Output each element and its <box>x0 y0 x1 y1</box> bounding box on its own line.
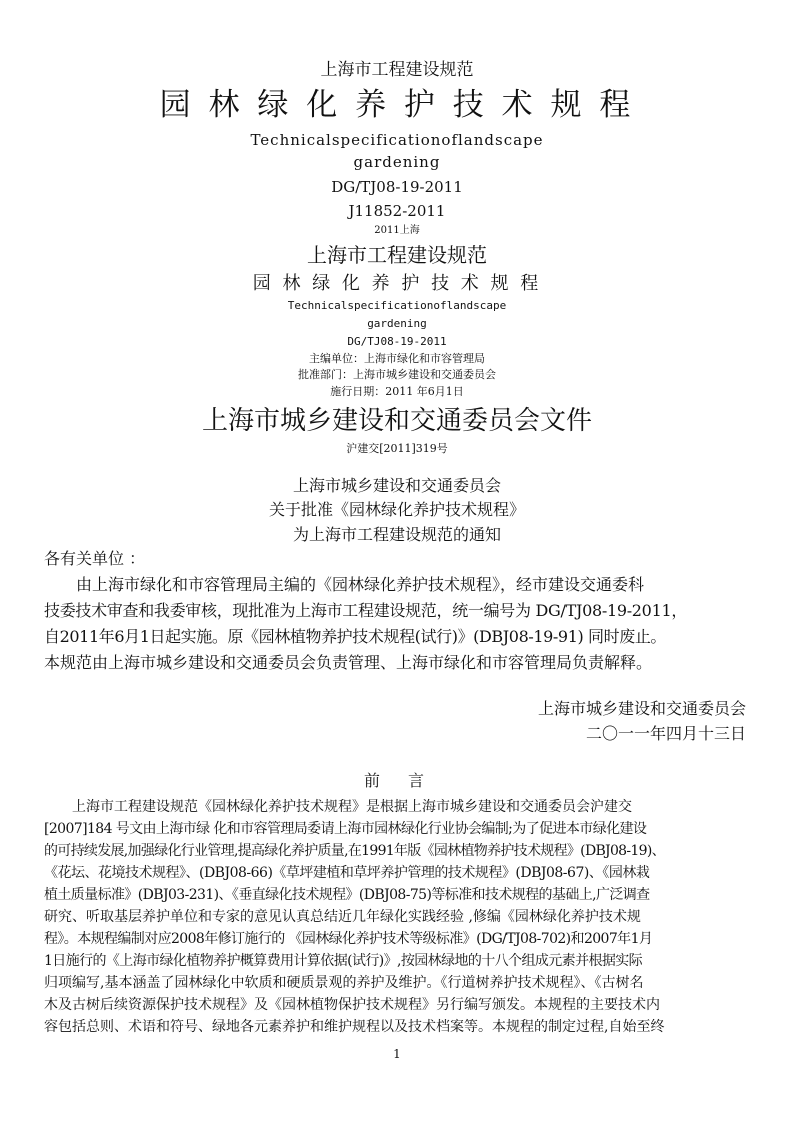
preface-line: 归项编写,基本涵盖了园林绿化中软质和硬质景观的养护及维护。《行道树养护技术规程》、《古树名 <box>44 975 644 991</box>
notice-title-line2: 关于批准《园林绿化养护技术规程》 <box>268 500 525 519</box>
notice-body-line: 技委技术审查和我委审核，现批准为上海市工程建设规范，统一编号为 DG/TJ08-19-2011， <box>44 601 688 620</box>
cover-place-year: 2011上海 <box>374 225 420 236</box>
preface-heading: 前 言 <box>363 771 430 790</box>
title-page-editor: 主编单位：上海市绿化和市容管理局 <box>309 352 485 365</box>
cover-english-title-line2: gardening <box>353 153 441 171</box>
title-page-series: 上海市工程建设规范 <box>307 243 487 267</box>
preface-line: 植土质量标准》(DBJ03-231)、《垂直绿化技术规程》(DBJ08-75)等标准和技术规程的基础上,广泛调查 <box>44 887 650 903</box>
preface-line: 研究、听取基层养护单位和专家的意见认真总结近几年绿化实践经验 ,修编《园林绿化养护技术规 <box>44 909 641 925</box>
preface-line: 上海市工程建设规范《园林绿化养护技术规程》是根据上海市城乡建设和交通委员会沪建交 <box>44 799 632 815</box>
preface-line: 1日施行的《上海市绿化植物养护概算费用计算依据(试行)》,按园林绿地的十八个组成元素并根据实际 <box>44 953 643 969</box>
notice-signature: 上海市城乡建设和交通委员会 <box>537 699 746 718</box>
notice-body <box>44 572 756 676</box>
title-page-title: 园 林 绿 化 养 护 技 术 规 程 <box>252 273 542 294</box>
notice-salutation: 各有关单位 ： <box>44 549 146 568</box>
preface-line: [2007]184 号文由上海市绿 化和市容管理局委请上海市园林绿化行业协会编制;为了促进本市绿化建设 <box>44 821 647 837</box>
cover-title: 园 林 绿 化 养 护 技 术 规 程 <box>159 87 635 123</box>
title-page-effective-date: 施行日期：2011 年6月1日 <box>330 385 464 398</box>
preface-line: 的可持续发展,加强绿化行业管理,提高绿化养护质量,在1991年版《园林植物养护技术规程》(DBJ08-19)、 <box>44 843 665 859</box>
page-number: 1 <box>393 1047 401 1061</box>
notice-body-line: 由上海市绿化和市容管理局主编的《园林绿化养护技术规程》，经市建设交通委科 <box>44 575 645 594</box>
preface-line: 木及古树后续资源保护技术规程》及《园林植物保护技术规程》另行编写颁发。本规程的主要技术内 <box>44 997 660 1013</box>
title-page-approver: 批准部门：上海市城乡建设和交通委员会 <box>298 368 496 381</box>
title-page-english-line2: gardening <box>367 317 427 330</box>
notice-body-line: 自2011年6月1日起实施。原《园林植物养护技术规程(试行)》(DBJ08-19-91) 同时废止。 <box>44 627 667 646</box>
notice-date: 二〇一一年四月十三日 <box>585 724 746 743</box>
title-page-english-line1: Technicalspecificationoflandscape <box>287 299 507 312</box>
preface-line: 《花坛、花境技术规程》、(DBJ08-66)《草坪建植和草坪养护管理的技术规程》(DBJ08-67)、《园林栽 <box>44 865 650 881</box>
cover-record-number: J11852-2011 <box>348 202 446 220</box>
preface-body <box>44 796 756 1038</box>
cover-english-title-line1: Technicalspecificationoflandscape <box>250 131 544 149</box>
preface-line: 容包括总则、术语和符号、绿地各元素养护和维护规程以及技术档案等。本规程的制定过程,自始至终 <box>44 1019 665 1035</box>
notice-document-number: 沪建交[2011]319号 <box>346 442 448 455</box>
cover-series: 上海市工程建设规范 <box>320 60 474 80</box>
preface-line: 程》。本规程编制对应2008年修订施行的 《园林绿化养护技术等级标准》(DG/TJ08-702)和2007年1月 <box>44 931 653 947</box>
cover-standard-code: DG/TJ08-19-2011 <box>331 178 463 196</box>
notice-issuer-heading: 上海市城乡建设和交通委员会文件 <box>201 406 592 436</box>
notice-body-line: 本规范由上海市城乡建设和交通委员会负责管理、上海市绿化和市容管理局负责解释。 <box>44 653 653 672</box>
notice-title-line3: 为上海市工程建设规范的通知 <box>292 525 501 544</box>
title-page-standard-code: DG/TJ08-19-2011 <box>347 335 447 348</box>
notice-title-line1: 上海市城乡建设和交通委员会 <box>292 476 501 495</box>
